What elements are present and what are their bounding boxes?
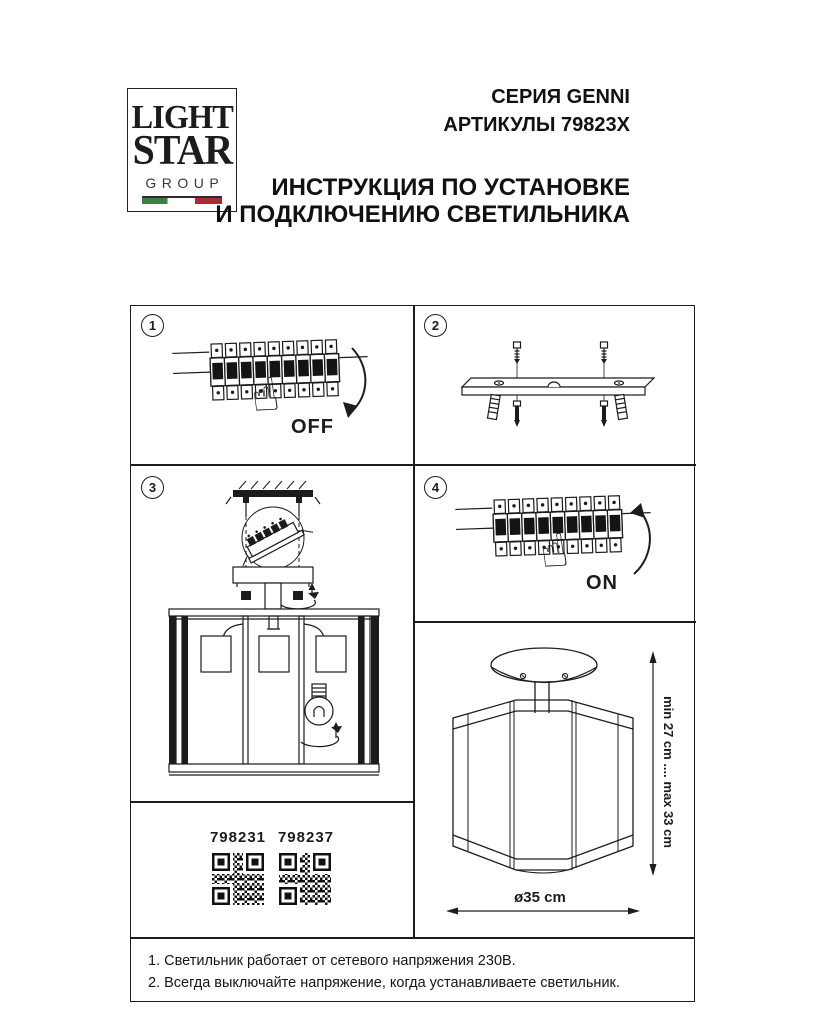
qr-code-image [279,853,331,905]
step2-number-badge: 2 [424,314,447,337]
height-dimension-label: min 27 cm .... max 33 cm [661,696,676,848]
step3-panel [131,464,413,801]
mounting-bracket-drawing [414,306,696,464]
logo-word-star: STAR [132,128,232,175]
terminal-block-icon [231,507,313,569]
step4-panel [414,464,696,621]
arrow-down-icon [343,348,365,418]
light-bulb-icon [301,684,342,747]
notes-box [130,938,695,1002]
step3-number-badge: 3 [141,476,164,499]
instruction-title-line2: И ПОДКЛЮЧЕНИЮ СВЕТИЛЬНИКА [215,201,630,228]
step1-number-badge: 1 [141,314,164,337]
screw-icon [514,342,608,364]
step1-caption: OFF [291,416,334,438]
product-code-label: 798237 [277,829,335,846]
pointing-hand-icon: ☝ [247,366,283,424]
wall-anchor-icon [615,394,628,419]
qr-codes-panel [131,801,413,939]
pointing-hand-icon: ☝ [536,522,572,580]
instruction-title-line1: ИНСТРУКЦИЯ ПО УСТАНОВКЕ [271,174,630,201]
wall-anchor-icon [488,394,501,419]
step2-panel [414,306,696,464]
diameter-dimension-label: ø35 cm [514,889,566,906]
series-title: СЕРИЯ GENNI [491,86,630,108]
qr-code-image [212,853,264,905]
note-line: 1. Светильник работает от сетевого напряжения 230В. [148,953,516,969]
instruction-title [215,174,630,228]
logo-word-group: GROUP [145,175,225,192]
step4-number-badge: 4 [424,476,447,499]
articles-title: АРТИКУЛЫ 79823X [443,114,630,136]
product-code-label: 798231 [209,829,267,846]
italian-flag-stripe [142,196,222,204]
header-text-block [215,84,630,228]
arrow-up-icon [630,503,650,574]
step4-caption: ON [586,572,618,594]
logo-word-light: LIGHT [131,99,233,136]
lamp-assembly-drawing [131,464,413,801]
steps-grid [130,305,695,938]
note-line: 2. Всегда выключайте напряжение, когда устанавливаете светильник. [148,975,620,991]
step1-panel [131,306,413,464]
